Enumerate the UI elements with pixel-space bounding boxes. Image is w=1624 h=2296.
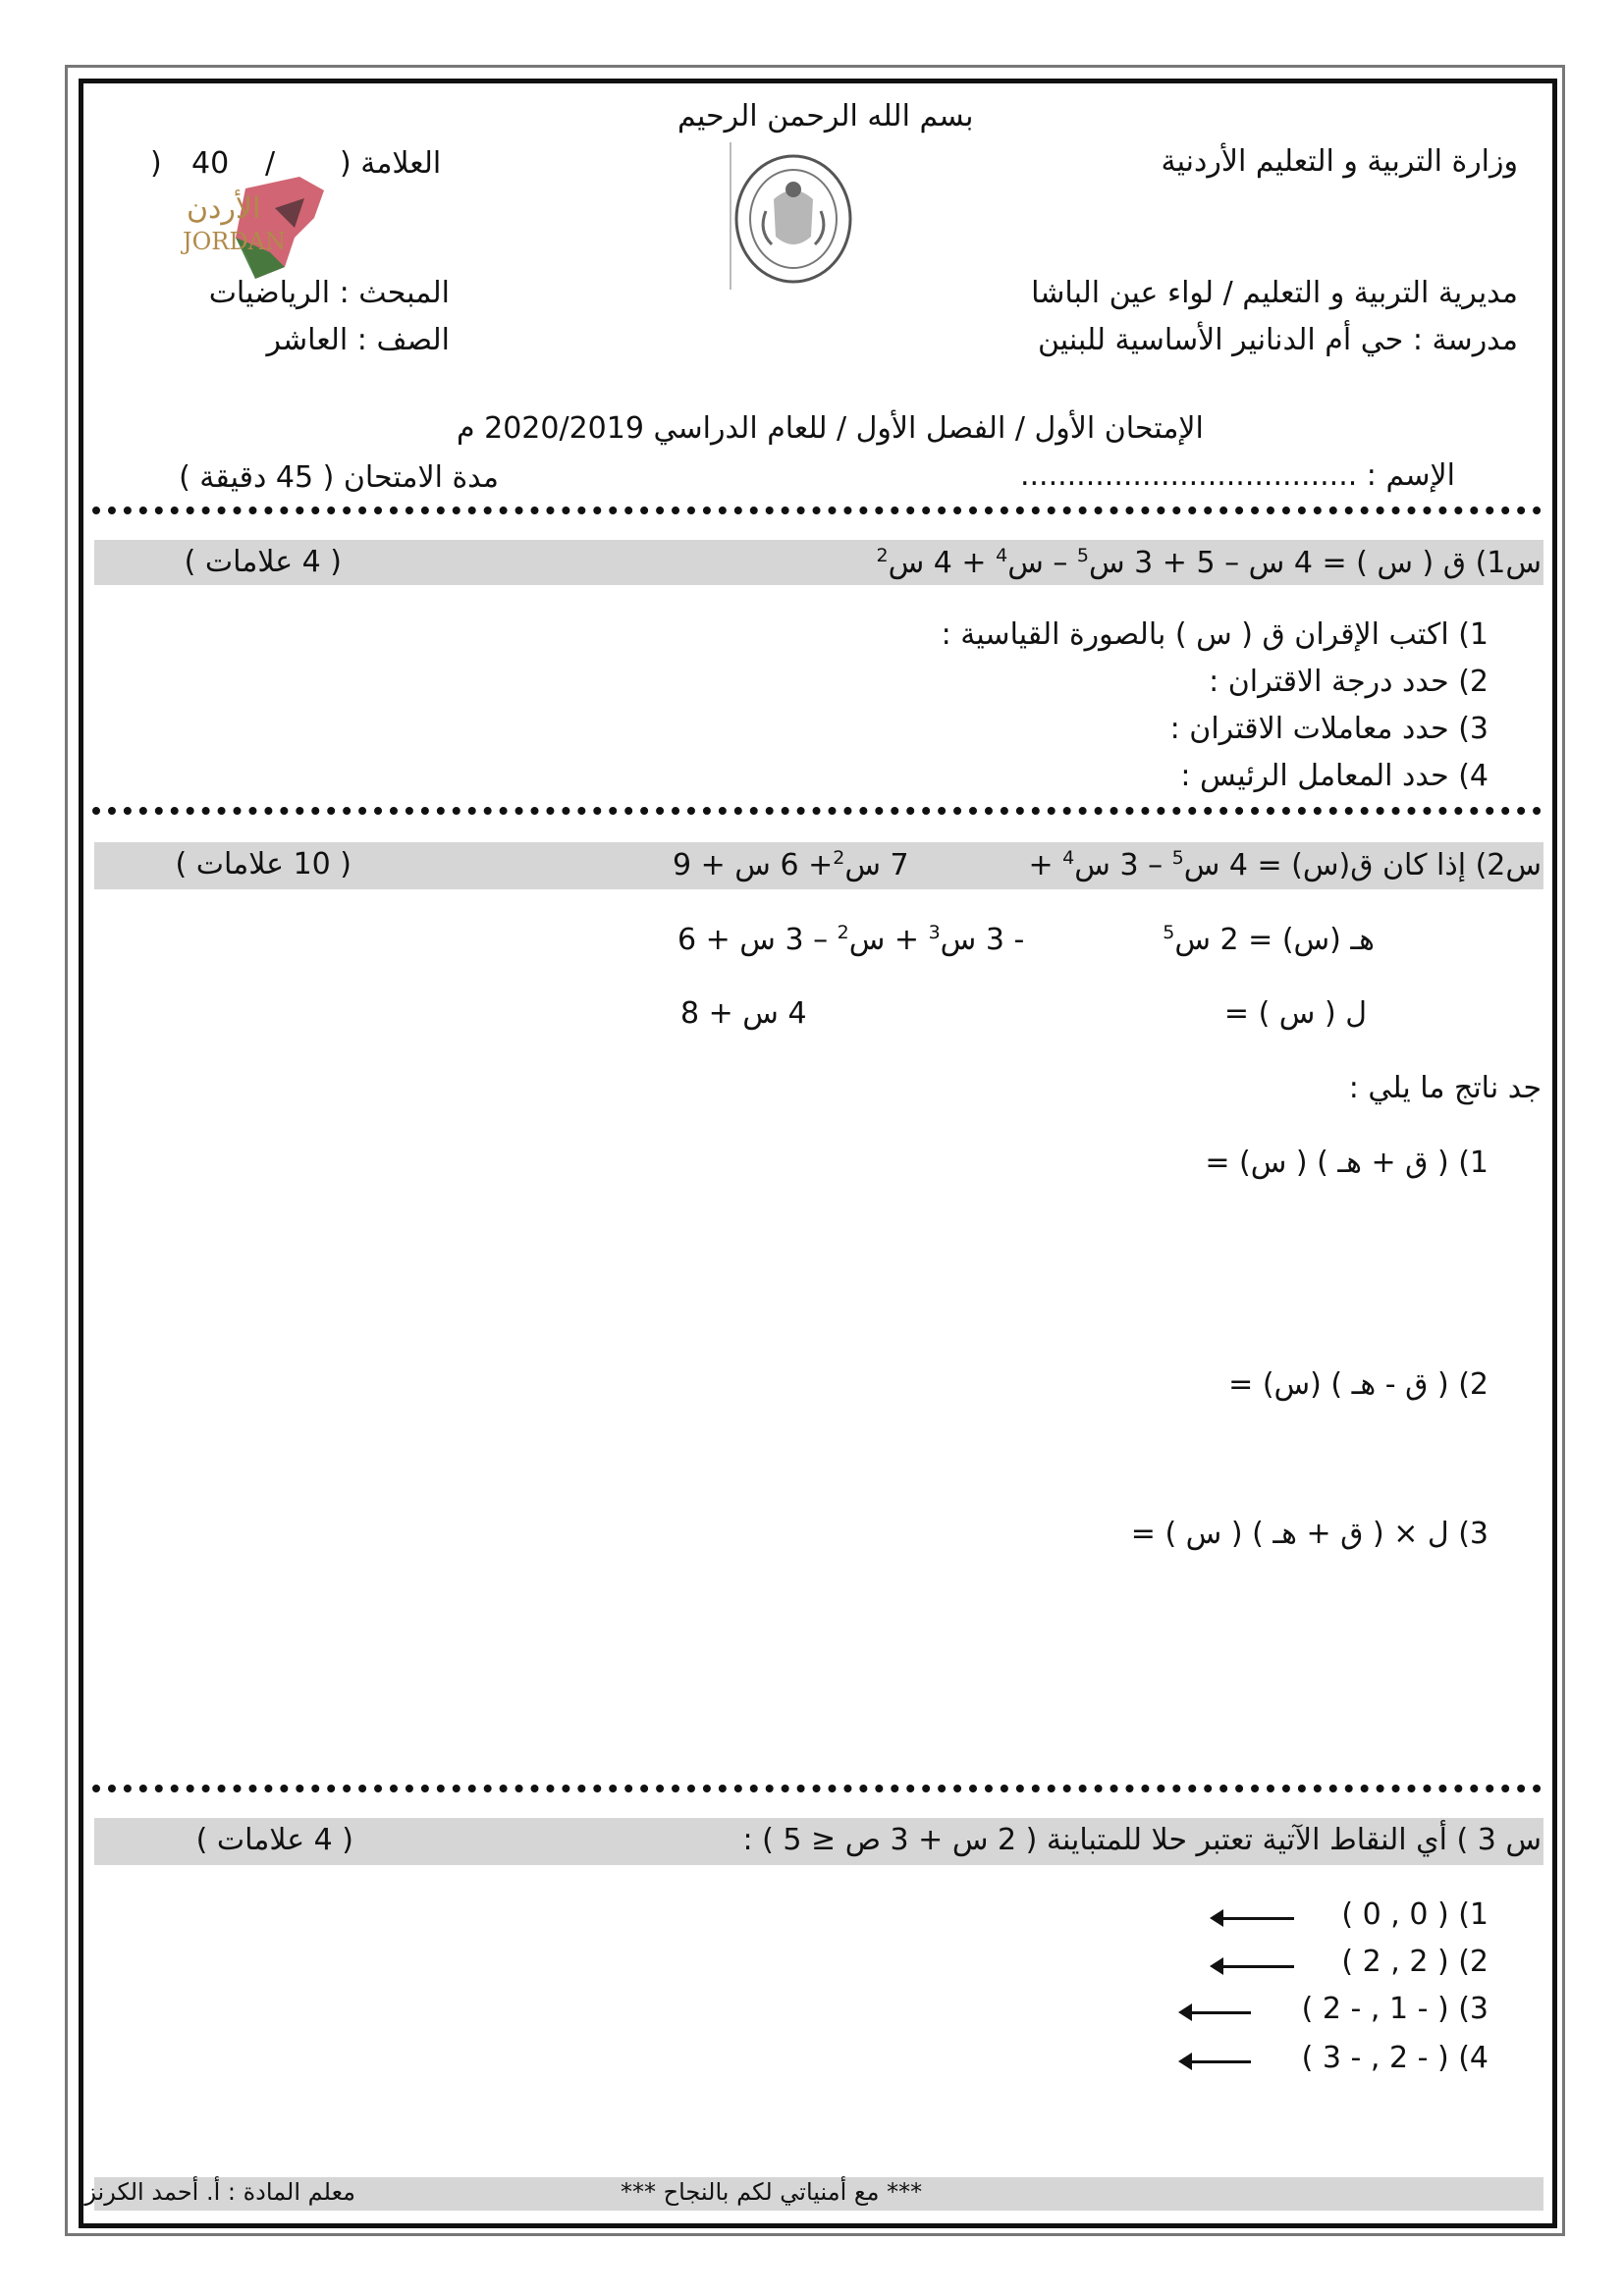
logo-en-text: JORDAN xyxy=(183,228,286,255)
mark-slash: / xyxy=(265,146,276,181)
q3-marks: ( 4 علامات ) xyxy=(195,1823,353,1857)
mark-label: العلامة ( xyxy=(340,146,442,181)
q3-question: س 3 ) أي النقاط الآتية تعتبر حلا للمتباينة ( 2 س + 3 ص ≤ 5 ) : xyxy=(742,1823,1542,1857)
q2-function-h: هـ (س) = 2 س$^5$ xyxy=(1163,922,1375,957)
separator-2 xyxy=(92,807,1542,815)
ministry-emblem xyxy=(729,142,856,290)
q3-option: 4) ( - 2 , - 3 ) xyxy=(1301,2041,1489,2075)
mark-close: ) xyxy=(150,146,162,181)
q2-item: 2) ( ق - هـ ) (س) = xyxy=(1228,1367,1489,1402)
q1-marks: ( 4 علامات ) xyxy=(184,545,342,579)
arrow-left-icon xyxy=(1221,1917,1294,1920)
exam-duration: مدة الامتحان ( 45 دقيقة ) xyxy=(179,460,499,495)
q3-option: 3) ( - 1 , - 2 ) xyxy=(1301,1992,1489,2026)
basmala: بسم الله الرحمن الرحيم xyxy=(677,99,974,133)
q2-item: 3) ل × ( ق + هـ ) ( س ) = xyxy=(1130,1517,1489,1551)
q1-function: س1) ق ( س ) = 4 س – 5 + 3 س$^5$ – س$^4$ + 4 س$^2$ xyxy=(876,545,1542,580)
q2-function-q: س2) إذا كان ق(س) = 4 س$^5$ – 3 س$^4$ + xyxy=(1028,847,1542,882)
q2-marks: ( 10 علامات ) xyxy=(175,847,352,881)
q2-function-l-rhs: 4 س + 8 xyxy=(680,996,807,1031)
q2-function-h-rhs: - 3 س$^3$ + س$^2$ – 3 س + 6 xyxy=(677,922,1025,957)
q2-function-q-cont: 7 س$^2$+ 6 س + 9 xyxy=(673,847,909,882)
q2-function-l: ل ( س ) = xyxy=(1223,996,1367,1031)
school-name: مدرسة : حي أم الدنانير الأساسية للبنين xyxy=(1037,323,1518,357)
q3-option: 2) ( 2 , 2 ) xyxy=(1341,1945,1489,1979)
q1-item: 1) اكتب الإقران ق ( س ) بالصورة القياسية : xyxy=(941,617,1489,652)
mark-total: 40 xyxy=(191,146,230,181)
q2-instruction: جد ناتج ما يلي : xyxy=(1348,1071,1542,1105)
student-name-field: الإسم : .................................... xyxy=(1019,458,1455,493)
q2-item: 1) ( ق + هـ ) ( س) = xyxy=(1205,1146,1489,1180)
q1-item: 4) حدد المعامل الرئيس : xyxy=(1180,759,1489,793)
q1-item: 3) حدد معاملات الاقتران : xyxy=(1169,712,1489,746)
q1-item: 2) حدد درجة الاقتران : xyxy=(1209,665,1489,699)
footer-teacher: معلم المادة : أ. أحمد الكرنز xyxy=(84,2178,355,2206)
grade: الصف : العاشر xyxy=(266,323,450,357)
jordan-logo xyxy=(177,169,334,287)
ministry-name: وزارة التربية و التعليم الأردنية xyxy=(1161,144,1518,179)
separator-3 xyxy=(92,1785,1542,1792)
q3-option: 1) ( 0 , 0 ) xyxy=(1341,1897,1489,1932)
subject: المبحث : الرياضيات xyxy=(208,276,450,310)
separator-1 xyxy=(92,507,1542,514)
footer-wishes: *** مع أمنياتي لكم بالنجاح *** xyxy=(621,2178,923,2206)
arrow-left-icon xyxy=(1190,2011,1251,2014)
arrow-left-icon xyxy=(1221,1965,1294,1968)
logo-ar-text: الأردن xyxy=(187,191,261,226)
arrow-left-icon xyxy=(1190,2060,1251,2063)
exam-title: الإمتحان الأول / الفصل الأول / للعام الدراسي 2020/2019 م xyxy=(457,411,1204,446)
directorate-name: مديرية التربية و التعليم / لواء عين الباشا xyxy=(1031,276,1518,310)
